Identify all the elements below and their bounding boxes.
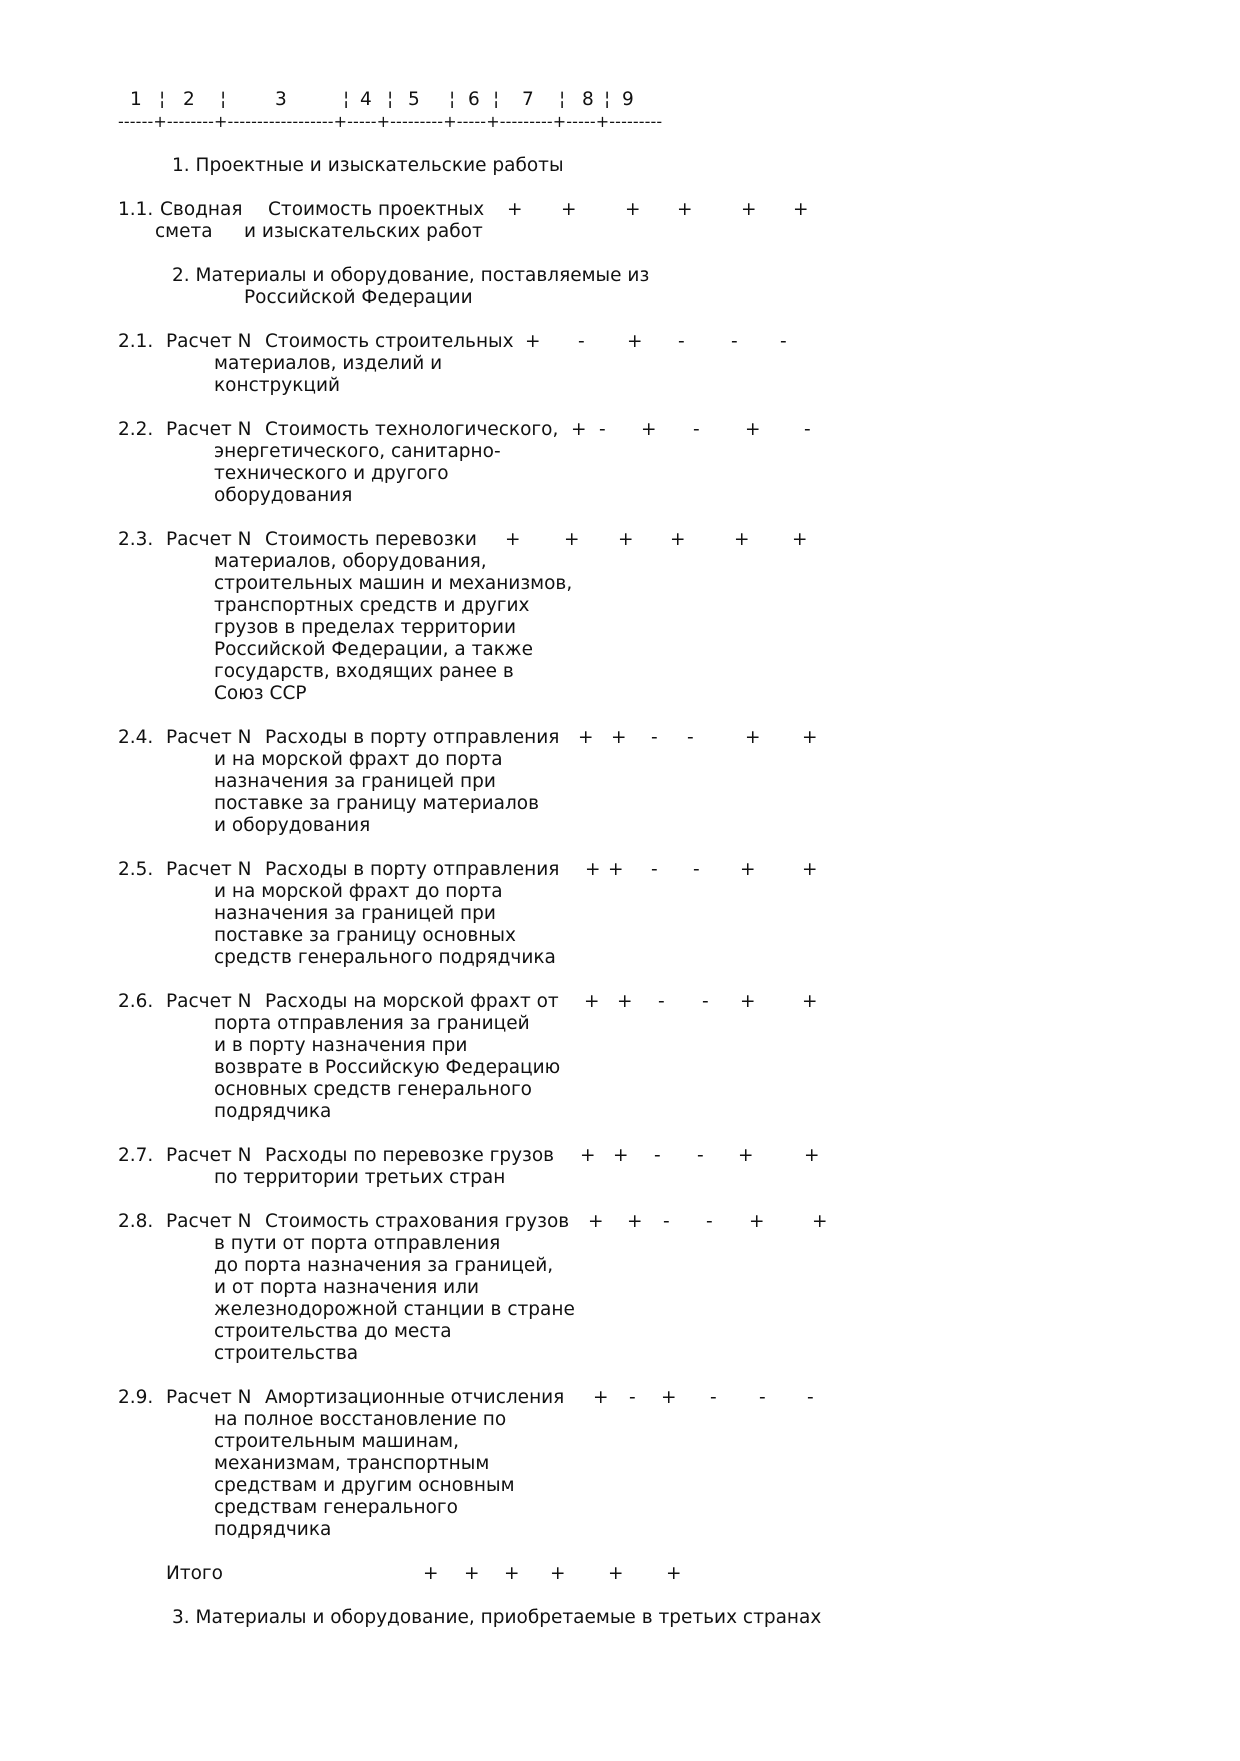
row-mark: - xyxy=(759,1387,766,1408)
row-mark: + xyxy=(641,419,657,440)
row-description: Стоимость проектных xyxy=(268,199,485,220)
row-number: 2.1. xyxy=(118,331,154,352)
table-row xyxy=(118,1211,1178,1365)
total-row xyxy=(118,1563,1178,1585)
row-mark: + xyxy=(738,1145,754,1166)
row-mark: + xyxy=(617,991,633,1012)
section-heading xyxy=(118,287,1178,309)
column-separator: ¦ xyxy=(493,89,500,110)
row-description: конструкций xyxy=(214,375,341,396)
row-mark: + xyxy=(745,727,761,748)
row-description: Стоимость технологического, xyxy=(265,419,559,440)
column-separator: ¦ xyxy=(604,89,611,110)
section-heading xyxy=(118,1607,1178,1629)
row-description: строительства до места xyxy=(214,1321,452,1342)
table-row xyxy=(118,529,1178,705)
column-number: 5 xyxy=(408,89,420,110)
row-description: Стоимость перевозки xyxy=(265,529,477,550)
row-mark: + xyxy=(578,727,594,748)
row-description: Расходы в порту отправления xyxy=(265,859,560,880)
row-mark: + xyxy=(550,1563,566,1584)
row-mark: - xyxy=(658,991,665,1012)
row-mark: + xyxy=(677,199,693,220)
row-mark: + xyxy=(608,1563,624,1584)
row-mark: - xyxy=(629,1387,636,1408)
row-document: Расчет N xyxy=(166,991,252,1012)
row-mark: + xyxy=(584,991,600,1012)
row-mark: + xyxy=(585,859,601,880)
row-description: и в порту назначения при xyxy=(214,1035,468,1056)
column-number: 8 xyxy=(582,89,594,110)
row-mark: + xyxy=(611,727,627,748)
row-mark: - xyxy=(599,419,606,440)
row-mark: + xyxy=(740,859,756,880)
row-description: и на морской фрахт до порта xyxy=(214,749,503,770)
row-description: Амортизационные отчисления xyxy=(265,1387,565,1408)
row-document: Расчет N xyxy=(166,529,252,550)
row-mark: - xyxy=(804,419,811,440)
row-document: Расчет N xyxy=(166,859,252,880)
row-mark: + xyxy=(464,1563,480,1584)
row-description: и изыскательских работ xyxy=(244,221,483,242)
row-mark: + xyxy=(618,529,634,550)
row-mark: + xyxy=(734,529,750,550)
row-description: технического и другого xyxy=(214,463,449,484)
total-label: Итого xyxy=(166,1563,223,1584)
row-description: поставке за границу материалов xyxy=(214,793,540,814)
row-document: Расчет N xyxy=(166,1387,252,1408)
row-document: Расчет N xyxy=(166,331,252,352)
column-number: 1 xyxy=(130,89,142,110)
row-mark: + xyxy=(571,419,587,440)
row-document: Расчет N xyxy=(166,1145,252,1166)
row-description: строительным машинам, xyxy=(214,1431,459,1452)
row-mark: + xyxy=(804,1145,820,1166)
row-document: Расчет N xyxy=(166,419,252,440)
row-mark: + xyxy=(504,1563,520,1584)
row-description: строительства xyxy=(214,1343,359,1364)
column-number: 2 xyxy=(183,89,195,110)
row-description: государств, входящих ранее в xyxy=(214,661,514,682)
row-number: 2.8. xyxy=(118,1211,154,1232)
row-mark: + xyxy=(740,991,756,1012)
row-description: Расходы в порту отправления xyxy=(265,727,560,748)
row-document: Расчет N xyxy=(166,727,252,748)
header-rule-text: ------+--------+------------------+-----+---------+-----+---------+-----+--------- xyxy=(118,112,663,131)
row-description: подрядчика xyxy=(214,1101,332,1122)
section-2-title: Российской Федерации xyxy=(244,287,473,308)
row-mark: + xyxy=(793,199,809,220)
column-number: 3 xyxy=(275,89,287,110)
row-number: 2.6. xyxy=(118,991,154,1012)
row-mark: - xyxy=(654,1145,661,1166)
row-mark: - xyxy=(651,727,658,748)
row-document: Расчет N xyxy=(166,1211,252,1232)
section-2-title: 2. Материалы и оборудование, поставляемые из xyxy=(172,265,650,286)
row-mark: + xyxy=(627,331,643,352)
row-mark: - xyxy=(807,1387,814,1408)
row-description: порта отправления за границей xyxy=(214,1013,530,1034)
table-row xyxy=(118,331,1178,397)
row-description: и от порта назначения или xyxy=(214,1277,480,1298)
row-description: железнодорожной станции в стране xyxy=(214,1299,575,1320)
row-mark: - xyxy=(663,1211,670,1232)
row-mark: - xyxy=(693,419,700,440)
row-number: 1.1. xyxy=(118,199,154,220)
row-description: основных средств генерального xyxy=(214,1079,532,1100)
row-description: средствам генерального xyxy=(214,1497,458,1518)
row-description: средств генерального подрядчика xyxy=(214,947,556,968)
table-row xyxy=(118,859,1178,969)
row-number: 2.5. xyxy=(118,859,154,880)
row-number: 2.7. xyxy=(118,1145,154,1166)
row-mark: + xyxy=(802,859,818,880)
row-description: материалов, изделий и xyxy=(214,353,443,374)
row-mark: - xyxy=(693,859,700,880)
row-mark: + xyxy=(505,529,521,550)
column-number: 7 xyxy=(522,89,534,110)
section-heading xyxy=(118,155,1178,177)
row-mark: - xyxy=(687,727,694,748)
row-description: оборудования xyxy=(214,485,353,506)
row-mark: + xyxy=(741,199,757,220)
row-mark: - xyxy=(780,331,787,352)
row-mark: - xyxy=(706,1211,713,1232)
row-mark: + xyxy=(561,199,577,220)
row-description: Расходы по перевозке грузов xyxy=(265,1145,555,1166)
row-document: Сводная xyxy=(160,199,243,220)
table-row xyxy=(118,991,1178,1123)
table-row xyxy=(118,1145,1178,1189)
row-description: Союз ССР xyxy=(214,683,307,704)
row-number: 2.4. xyxy=(118,727,154,748)
row-description: поставке за границу основных xyxy=(214,925,516,946)
row-mark: + xyxy=(507,199,523,220)
row-description: Российской Федерации, а также xyxy=(214,639,533,660)
row-mark: + xyxy=(802,991,818,1012)
row-description: и оборудования xyxy=(214,815,371,836)
row-description: на полное восстановление по xyxy=(214,1409,507,1430)
row-description: грузов в пределах территории xyxy=(214,617,517,638)
row-mark: + xyxy=(564,529,580,550)
section-heading xyxy=(118,265,1178,287)
row-mark: + xyxy=(593,1387,609,1408)
row-mark: - xyxy=(678,331,685,352)
row-mark: - xyxy=(731,331,738,352)
column-separator: ¦ xyxy=(220,89,227,110)
column-separator: ¦ xyxy=(343,89,350,110)
row-number: 2.2. xyxy=(118,419,154,440)
table-row xyxy=(118,1387,1178,1541)
row-description: механизмам, транспортным xyxy=(214,1453,490,1474)
row-description: подрядчика xyxy=(214,1519,332,1540)
table-row xyxy=(118,419,1178,507)
table-row xyxy=(118,199,1178,243)
row-description: назначения за границей при xyxy=(214,771,496,792)
column-number: 9 xyxy=(622,89,634,110)
row-mark: + xyxy=(661,1387,677,1408)
row-description: Расходы на морской фрахт от xyxy=(265,991,559,1012)
row-mark: + xyxy=(745,419,761,440)
column-separator: ¦ xyxy=(449,89,456,110)
row-mark: + xyxy=(792,529,808,550)
row-description: в пути от порта отправления xyxy=(214,1233,501,1254)
row-number: 2.3. xyxy=(118,529,154,550)
table-row xyxy=(118,727,1178,837)
row-mark: - xyxy=(697,1145,704,1166)
row-mark: + xyxy=(580,1145,596,1166)
row-mark: + xyxy=(588,1211,604,1232)
row-description: средствам и другим основным xyxy=(214,1475,515,1496)
row-description: материалов, оборудования, xyxy=(214,551,487,572)
row-mark: + xyxy=(627,1211,643,1232)
row-description: возврате в Российскую Федерацию xyxy=(214,1057,561,1078)
row-description: и на морской фрахт до порта xyxy=(214,881,503,902)
row-document: смета xyxy=(155,221,213,242)
row-mark: + xyxy=(749,1211,765,1232)
row-mark: + xyxy=(423,1563,439,1584)
row-mark: + xyxy=(625,199,641,220)
row-mark: - xyxy=(710,1387,717,1408)
row-description: Стоимость строительных xyxy=(265,331,514,352)
row-description: энергетического, санитарно- xyxy=(214,441,501,462)
row-mark: - xyxy=(702,991,709,1012)
column-number: 6 xyxy=(468,89,480,110)
section-3-title: 3. Материалы и оборудование, приобретаемые в третьих странах xyxy=(172,1607,822,1628)
row-mark: + xyxy=(608,859,624,880)
row-mark: + xyxy=(613,1145,629,1166)
row-mark: + xyxy=(812,1211,828,1232)
row-mark: - xyxy=(578,331,585,352)
row-mark: + xyxy=(670,529,686,550)
row-description: Стоимость страхования грузов xyxy=(265,1211,570,1232)
column-separator: ¦ xyxy=(387,89,394,110)
row-number: 2.9. xyxy=(118,1387,154,1408)
row-description: по территории третьих стран xyxy=(214,1167,506,1188)
document-page xyxy=(118,89,1178,1629)
row-description: назначения за границей при xyxy=(214,903,496,924)
row-mark: - xyxy=(651,859,658,880)
row-mark: + xyxy=(666,1563,682,1584)
row-description: транспортных средств и других xyxy=(214,595,530,616)
row-mark: + xyxy=(802,727,818,748)
column-number: 4 xyxy=(360,89,372,110)
column-header-row xyxy=(118,89,1178,111)
row-description: до порта назначения за границей, xyxy=(214,1255,554,1276)
header-rule xyxy=(118,111,1178,133)
section-1-title: 1. Проектные и изыскательские работы xyxy=(172,155,564,176)
row-mark: + xyxy=(525,331,541,352)
column-separator: ¦ xyxy=(559,89,566,110)
row-description: строительных машин и механизмов, xyxy=(214,573,573,594)
column-separator: ¦ xyxy=(159,89,166,110)
